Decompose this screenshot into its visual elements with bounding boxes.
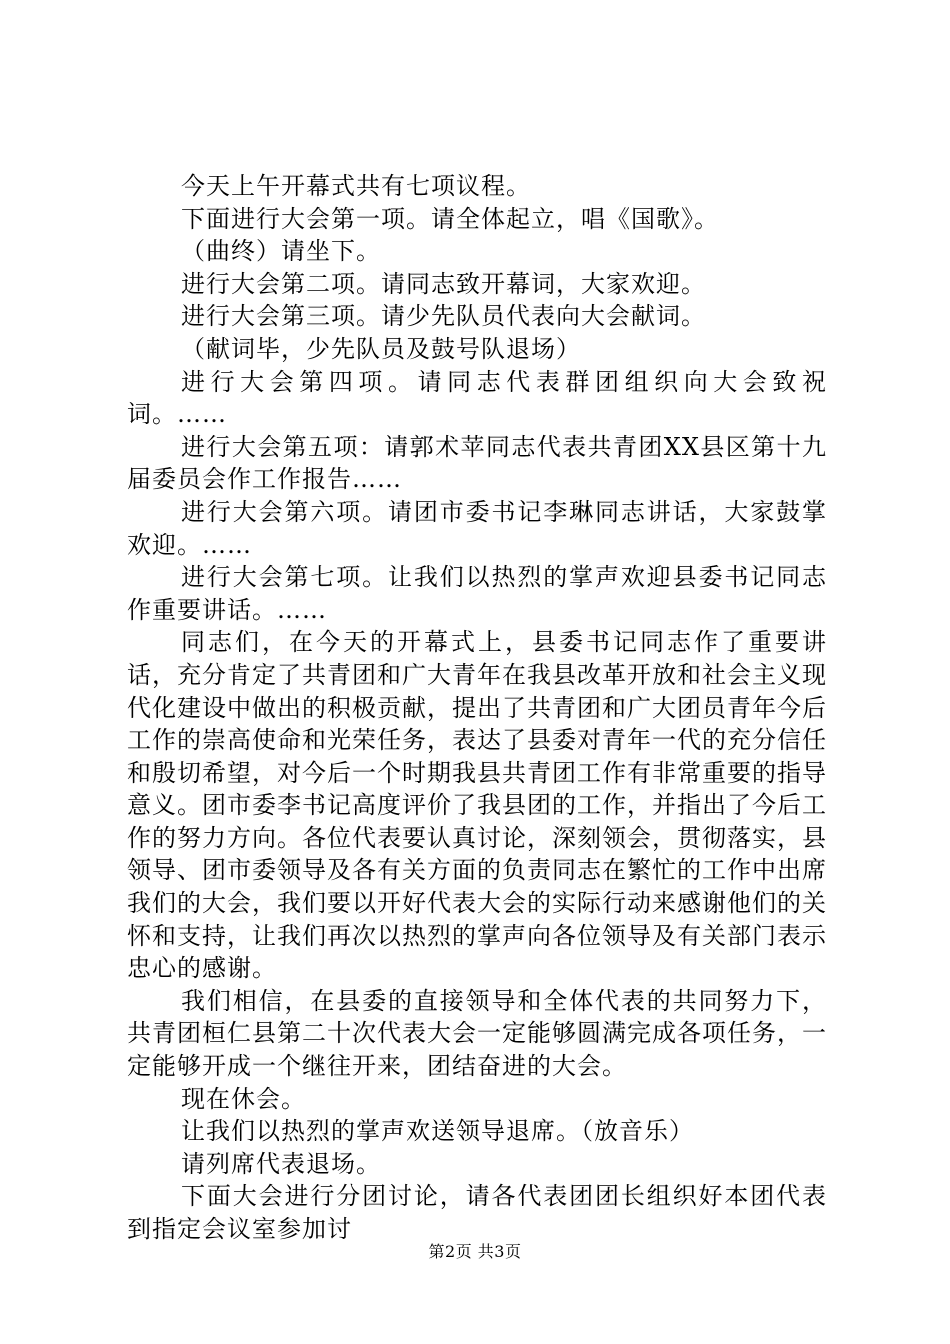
paragraph-summary: 同志们，在今天的开幕式上，县委书记同志作了重要讲话，充分肯定了共青团和广大青年在我县改革开放和社会主义现代化建设中做出的积极贡献，提出了共青团和广大团员青年今后工作的崇高使命和光荣任务，表达了县委对青年一代的充分信任和殷切希望，对今后一个时期我县共青团工作有非常重要的指导意义。团市委李书记高度评价了我县团的工作，并指出了今后工作的努力方向。各位代表要认真讨论，深刻领会，贯彻落实，县领导、团市委领导及各有关方面的负责同志在繁忙的工作中出席我们的大会，我们要以开好代表大会的实际行动来感谢他们的关怀和支持，让我们再次以热烈的掌声向各位领导及有关部门表示忠心的感谢。 [127,628,827,983]
page-number-footer: 第2页 共3页 [428,1242,522,1261]
paragraph-adjourn: 现在休会。 [181,1084,306,1113]
paragraph-observers-exit: 请列席代表退场。 [181,1149,381,1178]
document-body [127,170,827,1246]
paragraph-item-4: 进行大会第四项。请同志代表群团组织向大会致祝词。…… [127,367,827,429]
paragraph-pioneers-exit: （献词毕，少先队员及鼓号队退场） [181,334,581,363]
paragraph-anthem-end: （曲终）请坐下。 [181,237,381,266]
paragraph-group-discussion: 下面大会进行分团讨论，请各代表团团长组织好本团代表到指定会议室参加讨 [127,1182,827,1243]
paragraph-item-6: 进行大会第六项。请团市委书记李琳同志讲话，大家鼓掌欢迎。…… [127,497,827,559]
paragraph-agenda-intro: 今天上午开幕式共有七项议程。 [181,172,531,200]
paragraph-item-5: 进行大会第五项：请郭术苹同志代表共青团XX县区第十九届委员会作工作报告…… [127,432,827,494]
paragraph-confidence: 我们相信，在县委的直接领导和全体代表的共同努力下，共青团桓仁县第二十次代表大会一定能够圆满完成各项任务，一定能够开成一个继往开来，团结奋进的大会。 [127,986,827,1081]
paragraph-item-3: 进行大会第三项。请少先队员代表向大会献词。 [181,302,706,331]
paragraph-item-1: 下面进行大会第一项。请全体起立，唱《国歌》。 [181,204,719,233]
paragraph-item-7: 进行大会第七项。让我们以热烈的掌声欢迎县委书记同志作重要讲话。…… [127,563,827,624]
paragraph-item-2: 进行大会第二项。请同志致开幕词，大家欢迎。 [181,269,706,298]
paragraph-farewell-leaders: 让我们以热烈的掌声欢送领导退席。（放音乐） [181,1117,694,1146]
